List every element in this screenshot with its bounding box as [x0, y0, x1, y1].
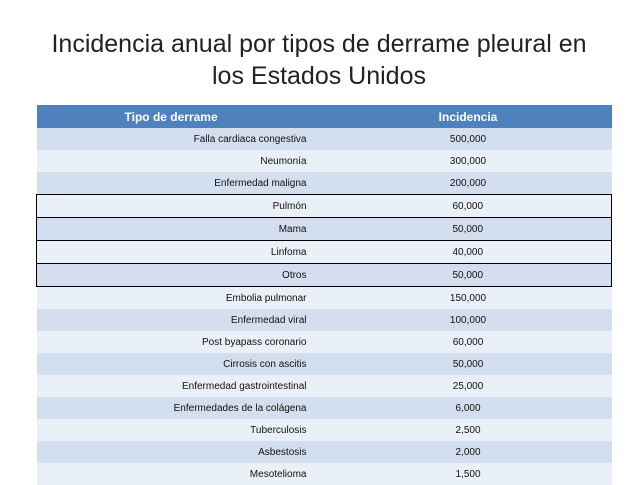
row-incidence: 6,000 [325, 397, 612, 419]
table-row [37, 218, 612, 241]
row-incidence: 50,000 [325, 264, 612, 287]
table-row [37, 287, 612, 310]
row-incidence: 2,000 [325, 441, 612, 463]
table-row [37, 150, 612, 172]
title-line-1: Incidencia anual por tipos de derrame pleural en [51, 30, 587, 58]
table-row [37, 241, 612, 264]
incidence-table-container [36, 105, 611, 485]
table-row [37, 353, 612, 375]
row-type: Tuberculosis [37, 419, 325, 441]
row-incidence: 50,000 [325, 353, 612, 375]
header-incidence: Incidencia [325, 105, 612, 128]
row-type: Neumonía [37, 150, 325, 172]
row-type: Otros [37, 264, 325, 287]
row-type: Mesotelioma [37, 463, 325, 485]
table-row [37, 172, 612, 195]
table-row [37, 441, 612, 463]
row-incidence: 500,000 [325, 128, 612, 150]
row-type: Embolia pulmonar [37, 287, 325, 310]
row-incidence: 1,500 [325, 463, 612, 485]
row-type: Mama [37, 218, 325, 241]
row-incidence: 150,000 [325, 287, 612, 310]
table-row [37, 331, 612, 353]
row-type: Enfermedad gastrointestinal [37, 375, 325, 397]
table-row [37, 195, 612, 218]
row-type: Asbestosis [37, 441, 325, 463]
header-type: Tipo de derrame [37, 105, 325, 128]
incidence-table [36, 105, 612, 485]
table-row [37, 128, 612, 150]
table-row [37, 463, 612, 485]
slide-title [0, 28, 638, 92]
title-line-2: los Estados Unidos [211, 62, 426, 90]
table-row [37, 397, 612, 419]
row-type: Post byapass coronario [37, 331, 325, 353]
row-incidence: 200,000 [325, 172, 612, 195]
table-row [37, 375, 612, 397]
table-row [37, 264, 612, 287]
row-incidence: 50,000 [325, 218, 612, 241]
row-type: Linfoma [37, 241, 325, 264]
row-type: Enfermedad maligna [37, 172, 325, 195]
table-header-row [37, 105, 612, 128]
row-incidence: 60,000 [325, 195, 612, 218]
row-type: Enfermedad viral [37, 309, 325, 331]
row-incidence: 25,000 [325, 375, 612, 397]
row-incidence: 40,000 [325, 241, 612, 264]
row-incidence: 300,000 [325, 150, 612, 172]
table-row [37, 419, 612, 441]
row-incidence: 100,000 [325, 309, 612, 331]
row-type: Falla cardiaca congestiva [37, 128, 325, 150]
row-type: Enfermedades de la colágena [37, 397, 325, 419]
table-row [37, 309, 612, 331]
row-type: Pulmón [37, 195, 325, 218]
row-type: Cirrosis con ascitis [37, 353, 325, 375]
row-incidence: 60,000 [325, 331, 612, 353]
row-incidence: 2,500 [325, 419, 612, 441]
